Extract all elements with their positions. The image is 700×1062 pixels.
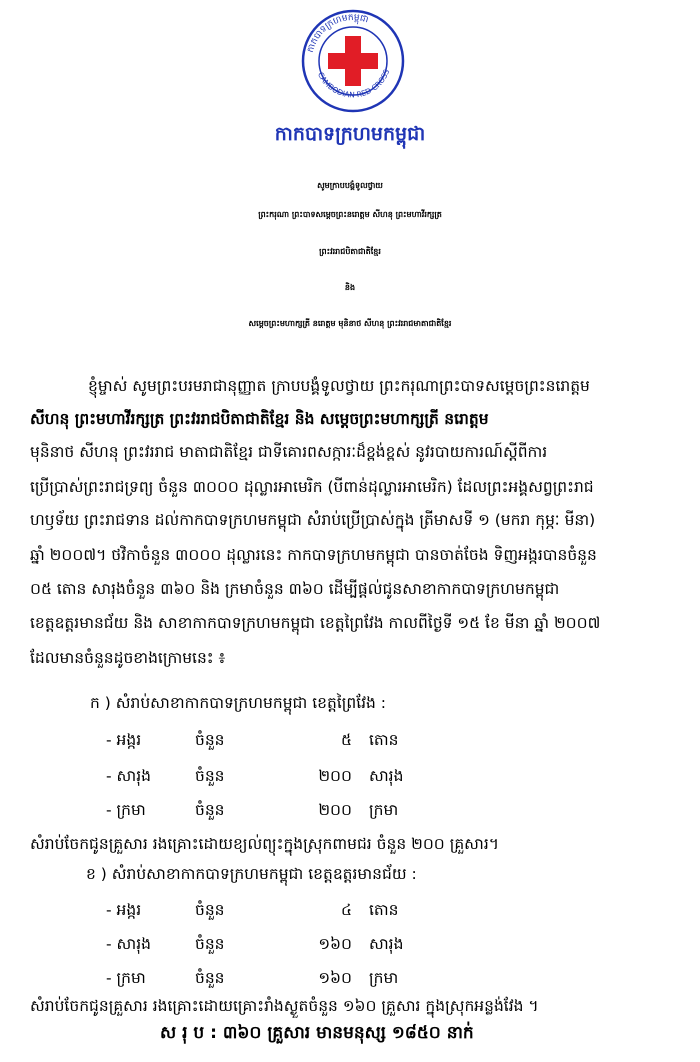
section-a-item-krama: [0, 800, 700, 824]
paragraph-line-6: ឆ្នាំ ២០០៧។ ថវិកាចំនួន ៣០០០ ដុល្លារនេះ កាកបាទក្រហមកម្ពុជា បានចាត់ចែង ទិញអង្ករបានចំនួន: [30, 546, 597, 564]
heading-line-3: ព្រះវររាជបិតាជាតិខ្មែរ: [319, 247, 381, 256]
item-name: - ក្រមា: [106, 969, 146, 987]
section-a-item-sarong: [0, 766, 700, 790]
section-b-item-rice: [0, 900, 700, 924]
organization-name: កាកបាទក្រហមកម្ពុជា: [274, 123, 426, 145]
item-name: - ក្រមា: [106, 801, 146, 819]
item-qty: ២០០: [318, 767, 352, 785]
heading-line-2: ព្រះករុណា ព្រះបាទសម្តេចព្រះនរោត្តម សីហនុ ព្រះមហាវីរក្សត្រ: [258, 210, 442, 219]
section-a-note: សំរាប់ចែកជូនគ្រួសារ រងគ្រោះដោយខ្យល់ព្យុះក្នុងស្រុកពាមជរ ចំនួន ២០០ គ្រួសារ។: [30, 835, 499, 853]
item-label: ចំនួន: [195, 731, 225, 749]
paragraph-line-1: ខ្ញុំម្ចាស់ សូមព្រះបរមរាជានុញ្ញាត ក្រាបបង្គំទូលថ្វាយ ព្រះករុណាព្រះបាទសម្តេចព្រះនរោត្តម: [88, 377, 590, 395]
item-label: ចំនួន: [195, 935, 225, 953]
paragraph-line-2: សីហនុ ព្រះមហាវីរក្សត្រ ព្រះវររាជបិតាជាតិខ្មែរ និង សម្តេចព្រះមហាក្សត្រី នរោត្តម: [30, 410, 489, 428]
item-qty: ១៦០: [318, 969, 352, 987]
section-a-item-rice: [0, 730, 700, 754]
section-b-item-sarong: [0, 934, 700, 958]
item-unit: សារុង: [369, 935, 404, 953]
item-label: ចំនួន: [195, 901, 225, 919]
heading-line-1: សូមក្រាបបង្គំទូលថ្វាយ: [317, 181, 383, 190]
item-qty: ៤: [341, 901, 352, 919]
item-name: - សារុង: [106, 935, 151, 953]
item-unit: តោន: [369, 731, 399, 749]
item-name: - អង្ករ: [106, 731, 142, 749]
item-qty: ២០០: [318, 801, 352, 819]
heading-line-4: និង: [344, 283, 356, 292]
section-a-title: ក ) សំរាប់សាខាកាកបាទក្រហមកម្ពុជា ខេត្តព្រៃវែង :: [90, 694, 387, 712]
logo-ring-text-top: កាកបាទក្រហមកម្ពុជា: [305, 12, 370, 54]
item-name: - អង្ករ: [106, 901, 142, 919]
item-unit: តោន: [369, 901, 399, 919]
summary-total: ស រុ ប : ៣៦០ គ្រួសារ មានមនុស្ស ១៨៥០ នាក់: [160, 1023, 474, 1043]
paragraph-line-9: ដែលមានចំនួនដូចខាងក្រោមនេះ ៖: [30, 649, 226, 667]
cambodian-red-cross-logo: [298, 6, 408, 116]
item-label: ចំនួន: [195, 801, 225, 819]
item-unit: ក្រមា: [369, 969, 399, 987]
red-cross-emblem-icon: [298, 6, 408, 116]
paragraph-line-5: ហឫទ័យ ព្រះរាជទាន ដល់កាកបាទក្រហមកម្ពុជា សំរាប់ប្រើប្រាស់ក្នុង ត្រីមាសទី ១ (មករា កុម្ភៈ មីនា): [30, 511, 596, 529]
paragraph-line-4: ប្រើប្រាស់ព្រះរាជទ្រព្យ ចំនួន ៣០០០ ដុល្លារអាមេរិក (បីពាន់ដុល្លារអាមេរិក) ដែលព្រះអង្គសព្វព្រះរាជ: [30, 478, 594, 496]
item-unit: ក្រមា: [369, 801, 399, 819]
paragraph-line-8: ខេត្តឧត្តរមានជ័យ និង សាខាកាកបាទក្រហមកម្ពុជា ខេត្តព្រៃវែង កាលពីថ្ងៃទី ១៥ ខែ មីនា ឆ្នាំ ២០០៧: [30, 614, 601, 632]
item-name: - សារុង: [106, 767, 151, 785]
heading-line-5: សម្តេចព្រះមហាក្សត្រី នរោត្តម មុនិនាថ សីហនុ ព្រះវររាជមាតាជាតិខ្មែរ: [248, 319, 452, 328]
item-label: ចំនួន: [195, 767, 225, 785]
section-b-note: សំរាប់ចែកជូនគ្រួសារ រងគ្រោះដោយគ្រោះរាំងស្ងួតចំនួន ១៦០ គ្រួសារ ក្នុងស្រុកអន្លង់វែង ។: [30, 997, 539, 1015]
section-b-item-krama: [0, 968, 700, 992]
item-label: ចំនួន: [195, 969, 225, 987]
section-b-title: ខ ) សំរាប់សាខាកាកបាទក្រហមកម្ពុជា ខេត្តឧត្តរមានជ័យ :: [86, 865, 417, 883]
paragraph-line-3: មុនិនាថ សីហនុ ព្រះវររាជ មាតាជាតិខ្មែរ ជាទីគោរពសក្ការៈដ៏ខ្ពង់ខ្ពស់ នូវរបាយការណ៍ស្តីពីការ: [30, 443, 548, 461]
item-unit: សារុង: [369, 767, 404, 785]
item-qty: ១៦០: [318, 935, 352, 953]
item-qty: ៥: [341, 731, 352, 749]
paragraph-line-7: ០៥ តោន សារុងចំនួន ៣៦០ និង ក្រមាចំនួន ៣៦០ ដើម្បីផ្តល់ជូនសាខាកាកបាទក្រហមកម្ពុជា: [30, 580, 560, 598]
logo-ring-text-bottom: CAMBODIAN RED CROSS: [315, 68, 392, 100]
